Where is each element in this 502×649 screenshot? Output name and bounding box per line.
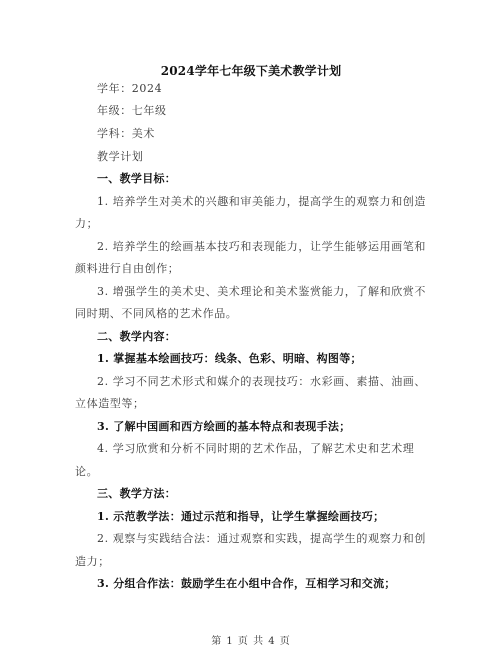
meta-year: 学年：2024 (97, 82, 163, 95)
meta-subject: 学科：美术 (97, 127, 155, 140)
section3-heading: 三、教学方法： (97, 487, 177, 500)
section1-item3-line1: 3. 增强学生的美术史、美术理论和美术鉴赏能力，了解和欣赏不 (97, 285, 426, 298)
section3-item1: 1. 示范教学法：通过示范和指导，让学生掌握绘画技巧； (97, 510, 385, 523)
section1-item1-line2: 力； (75, 217, 99, 230)
meta-plan-label: 教学计划 (97, 150, 144, 163)
section2-item1: 1. 掌握基本绘画技巧：线条、色彩、明暗、构图等； (97, 352, 362, 365)
section3-item3: 3. 分组合作法：鼓励学生在小组中合作，互相学习和交流； (97, 577, 396, 590)
section3-item2-line2: 造力； (75, 555, 110, 568)
section2-item4-line1: 4. 学习欣赏和分析不同时期的艺术作品，了解艺术史和艺术理 (97, 442, 415, 455)
document-title: 2024学年七年级下美术教学计划 (160, 64, 342, 78)
meta-grade: 年级：七年级 (97, 104, 167, 117)
section2-item4-line2: 论。 (75, 465, 99, 478)
section1-heading: 一、教学目标： (97, 172, 177, 185)
section1-item3-line2: 同时期、不同风格的艺术作品。 (75, 307, 238, 320)
section3-item2-line1: 2. 观察与实践结合法：通过观察和实践，提高学生的观察力和创 (97, 532, 426, 545)
page-footer: 第 1 页 共 4 页 (211, 636, 291, 647)
section2-item2-line2: 立体造型等； (75, 397, 145, 410)
section2-item2-line1: 2. 学习不同艺术形式和媒介的表现技巧：水彩画、素描、油画、 (97, 375, 426, 388)
section2-heading: 二、教学内容： (97, 330, 177, 343)
section1-item2-line1: 2. 培养学生的绘画基本技巧和表现能力，让学生能够运用画笔和 (97, 240, 426, 253)
section1-item2-line2: 颜料进行自由创作； (75, 262, 180, 275)
section1-item1-line1: 1. 培养学生对美术的兴趣和审美能力，提高学生的观察力和创造 (97, 195, 426, 208)
section2-item3: 3. 了解中国画和西方绘画的基本特点和表现手法； (97, 420, 351, 433)
